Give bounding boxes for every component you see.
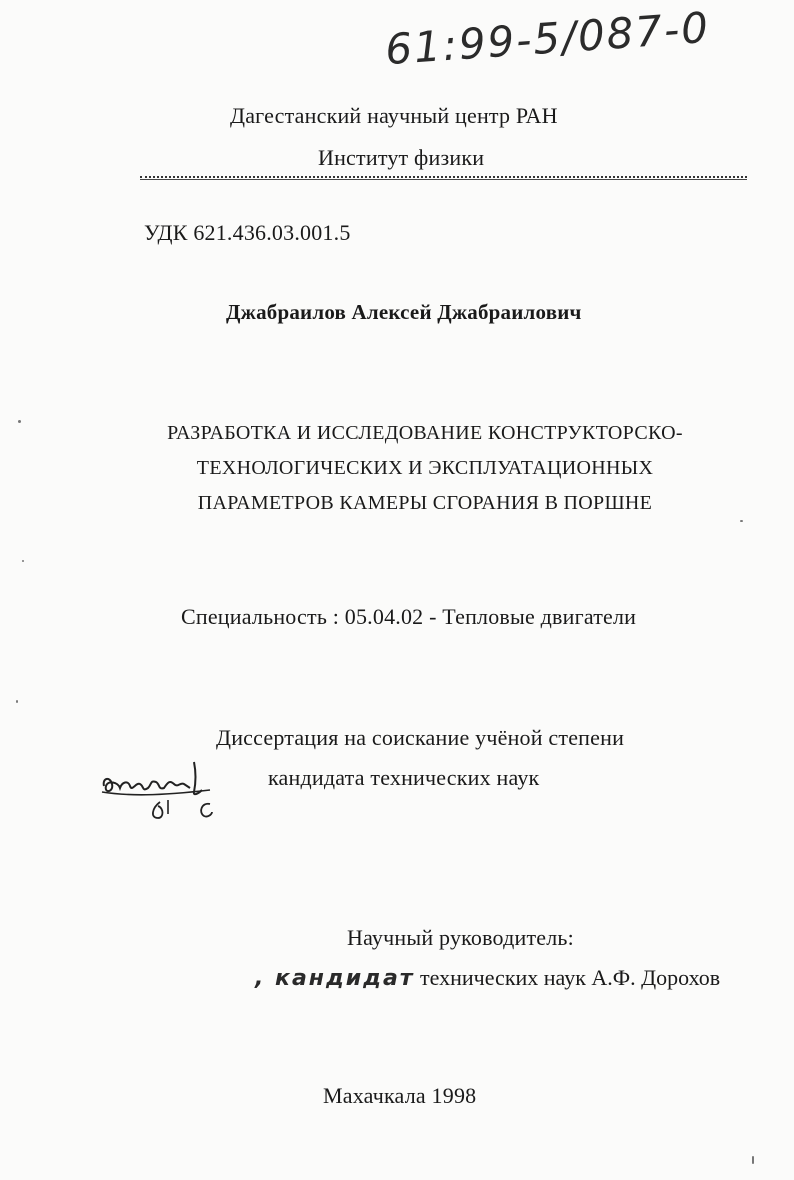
header-divider xyxy=(140,176,747,178)
scan-speck xyxy=(22,560,24,562)
supervisor-degree-and-name: технических наук А.Ф. Дорохов xyxy=(414,965,721,990)
title-line: ПАРАМЕТРОВ КАМЕРЫ СГОРАНИЯ В ПОРШНЕ xyxy=(197,492,653,514)
supervisor-label: Научный руководитель: xyxy=(347,925,574,950)
title-line: РАЗРАБОТКА И ИССЛЕДОВАНИЕ КОНСТРУКТОРСКО- xyxy=(167,422,683,444)
supervisor-info xyxy=(255,965,720,991)
udk-code: УДК 621.436.03.001.5 xyxy=(144,220,351,245)
title-line: ТЕХНОЛОГИЧЕСКИХ И ЭКСПЛУАТАЦИОННЫХ xyxy=(196,457,654,479)
header-divider-solid xyxy=(140,179,747,180)
dissertation-title xyxy=(130,416,720,521)
scan-speck xyxy=(740,520,743,522)
scan-speck xyxy=(18,420,21,423)
handwritten-archive-code: 61:99-5/087-0 xyxy=(383,2,712,75)
institute-name: Институт физики xyxy=(318,145,485,170)
handwritten-degree: , кандидат xyxy=(255,966,415,991)
city-year: Махачкала 1998 xyxy=(323,1083,477,1108)
author-name: Джабраилов Алексей Джабраилович xyxy=(226,300,582,324)
organization-name: Дагестанский научный центр РАН xyxy=(230,103,558,128)
scan-speck xyxy=(16,700,18,703)
scan-speck xyxy=(752,1156,754,1164)
dissertation-degree-line-1: Диссертация на соискание учёной степени xyxy=(216,725,625,750)
dissertation-degree-line-2: кандидата технических наук xyxy=(268,765,540,790)
speciality: Специальность : 05.04.02 - Тепловые двигатели xyxy=(181,604,637,629)
handwritten-signature xyxy=(98,752,228,824)
